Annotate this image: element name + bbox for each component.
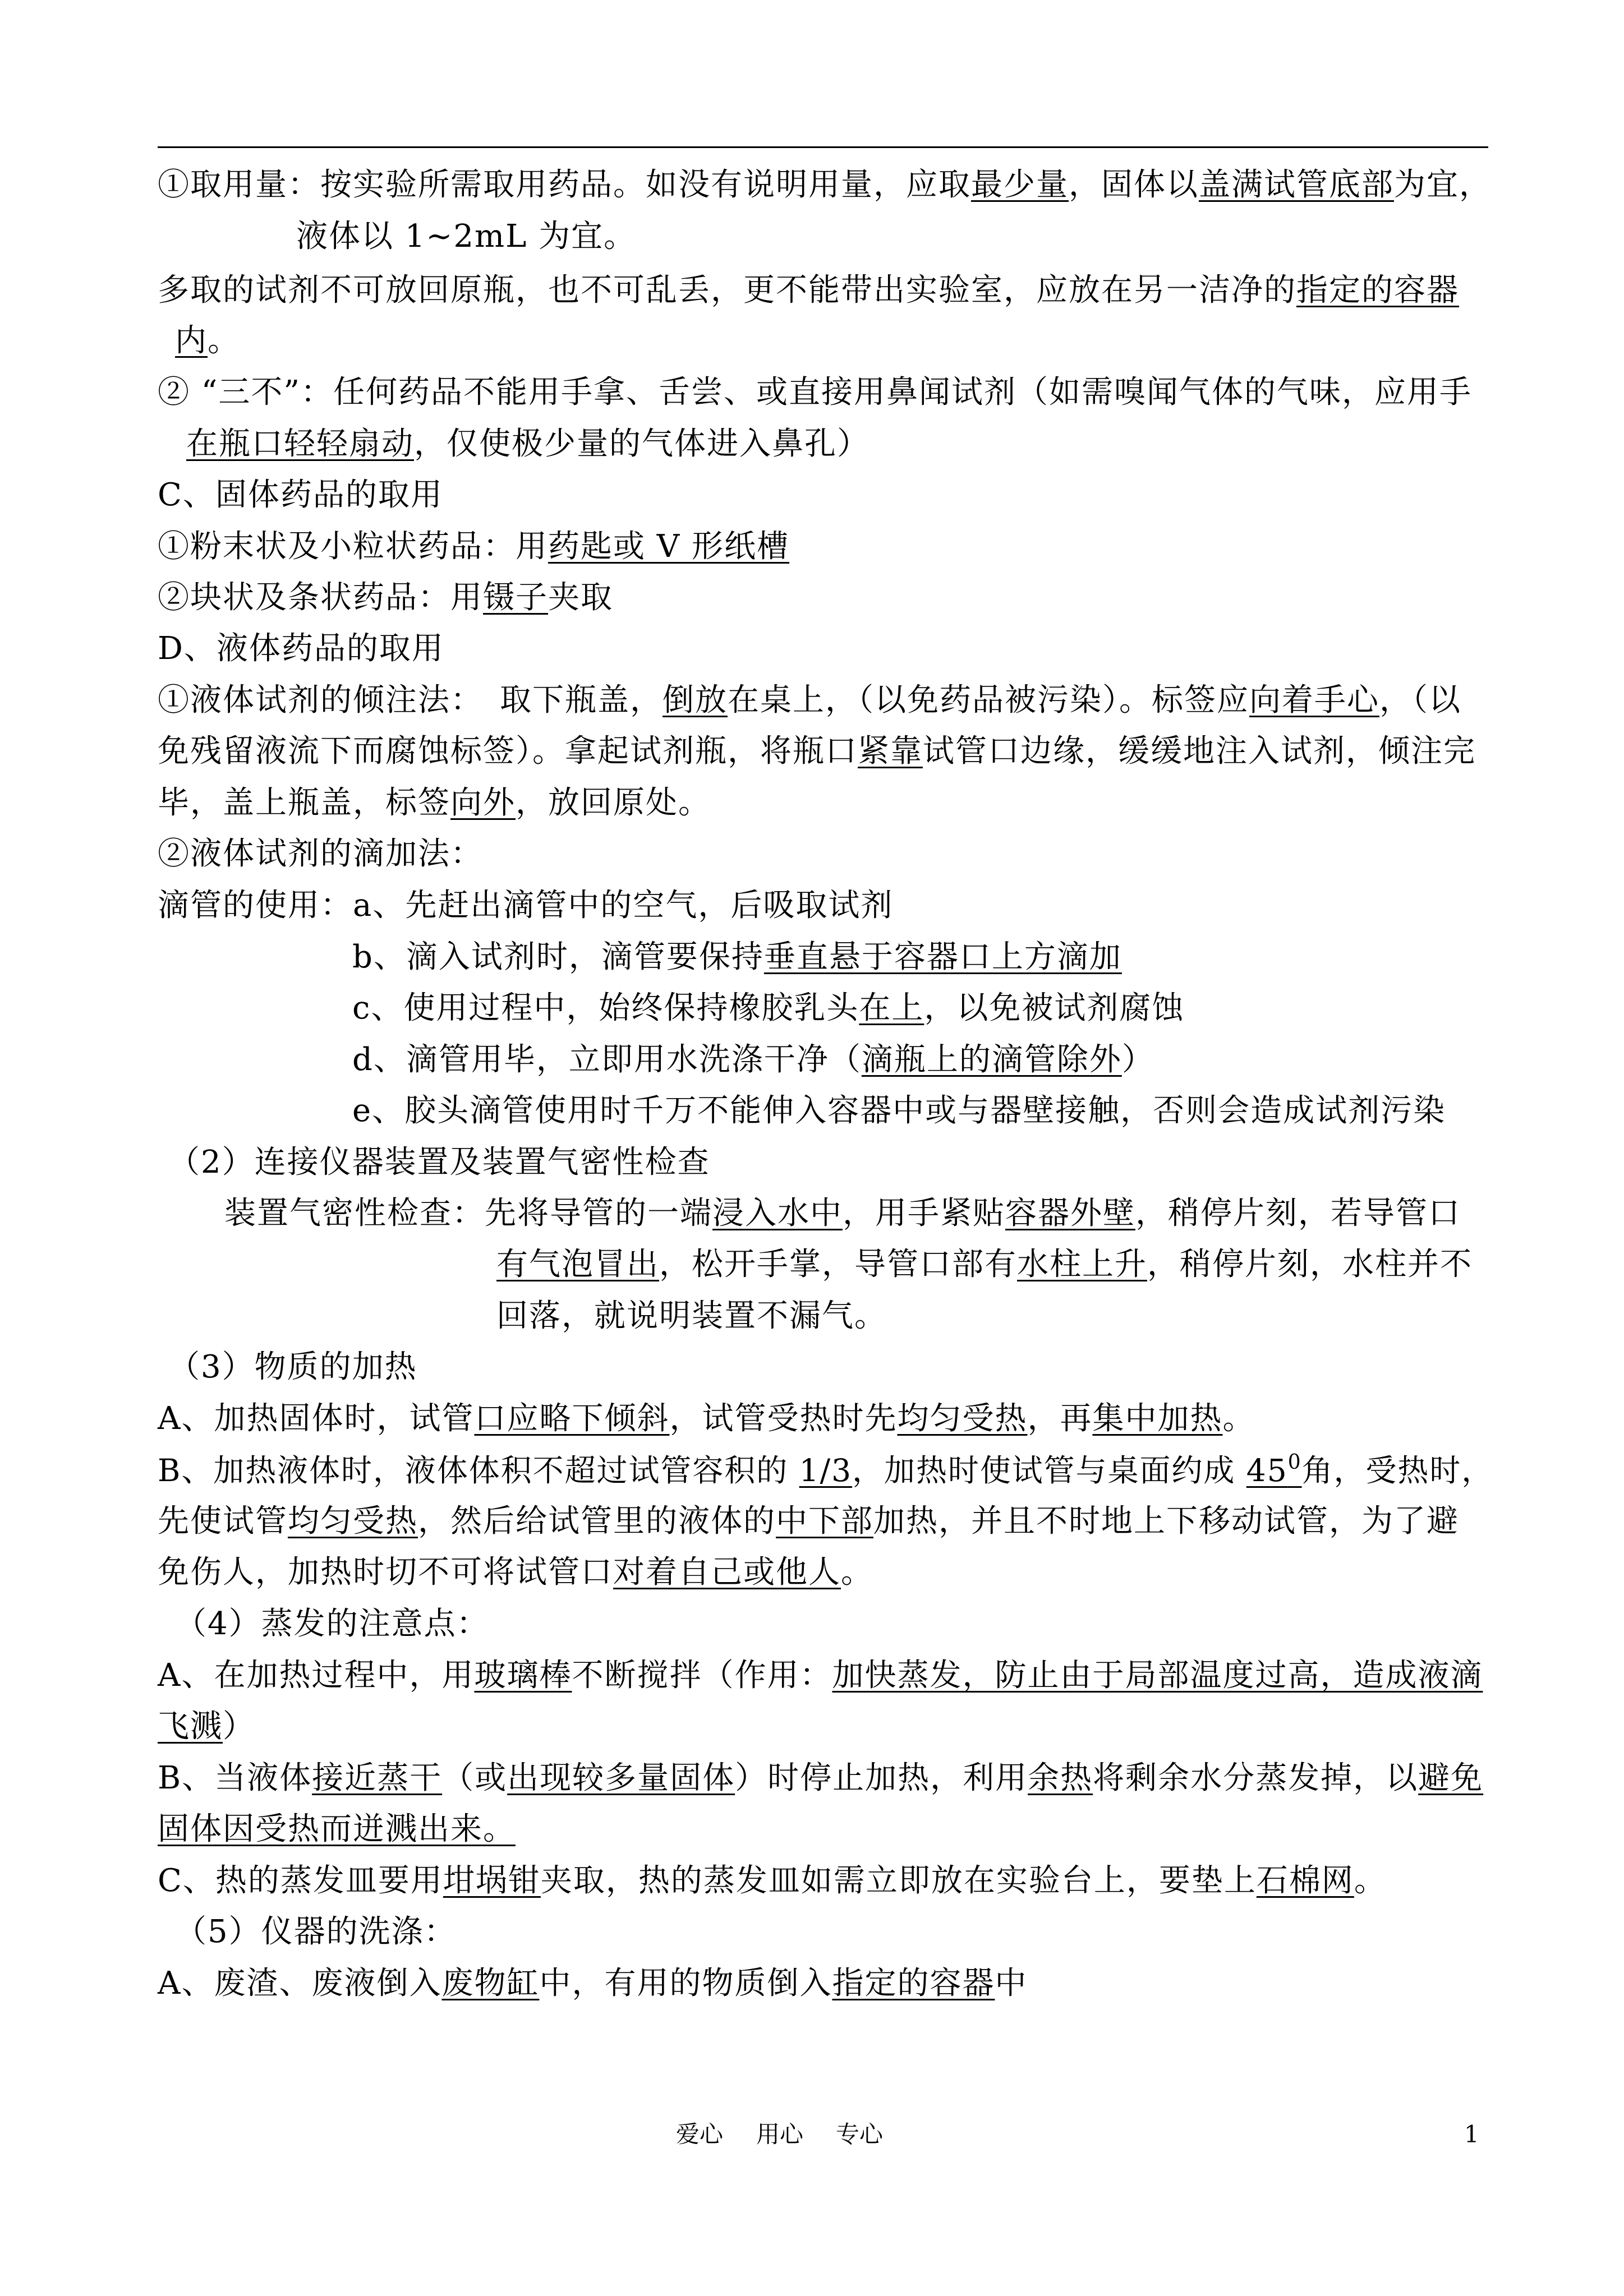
text-run: （或 — [442, 1760, 508, 1796]
text-line — [168, 1143, 710, 1182]
page-number: 1 — [1464, 2120, 1479, 2148]
underlined-answer: 坩埚钳 — [443, 1862, 541, 1899]
underlined-answer: 最少量 — [971, 167, 1069, 203]
text-run: 不断搅拌（作用： — [572, 1657, 832, 1694]
text-run: A、加热固体时，试管 — [158, 1400, 475, 1437]
text-run: ①粉末状及小粒状药品：用 — [158, 528, 548, 565]
text-line — [158, 1759, 1483, 1798]
text-run: B、加热液体时，液体体积不超过试管容积的 — [158, 1453, 799, 1488]
text-run: （3）物质的加热 — [168, 1349, 417, 1385]
text-run: A、在加热过程中，用 — [158, 1657, 475, 1694]
underlined-answer: $45^0$ — [1246, 1451, 1302, 1488]
text-run: 将剩余水分蒸发掉，以 — [1093, 1760, 1419, 1796]
underlined-answer: 出现较多量固体 — [507, 1760, 735, 1796]
underlined-answer: 指定的容器 — [1296, 272, 1459, 308]
text-run: d、滴管用毕，立即用水洗涤干净（ — [352, 1041, 862, 1078]
underlined-answer: 滴瓶上的滴管除外 — [861, 1041, 1122, 1078]
text-run: ） — [1121, 1041, 1154, 1078]
underlined-answer: 玻璃棒 — [474, 1657, 572, 1694]
header-rule — [158, 146, 1488, 148]
text-line — [158, 1502, 1459, 1541]
text-line — [158, 783, 711, 823]
text-line — [352, 1040, 1154, 1080]
text-line — [158, 835, 483, 874]
text-run: （5）仪器的洗涤： — [175, 1914, 457, 1950]
text-run: 回落，就说明装置不漏气。 — [496, 1298, 887, 1334]
text-run: e、胶头滴管使用时千万不能伸入容器中或与器壁接触，否则会造成试剂污染 — [352, 1092, 1446, 1129]
text-run: 。 — [841, 1554, 873, 1590]
text-line — [224, 1194, 1461, 1233]
text-run: （2）连接仪器装置及装置气密性检查 — [168, 1144, 710, 1181]
text-line — [158, 1707, 255, 1746]
underlined-answer: 在瓶口轻轻扇动 — [186, 426, 414, 462]
text-run: ，固体以 — [1069, 167, 1199, 203]
text-run: ② “三不”：任何药品不能用手拿、舌尝、或直接用鼻闻试剂（如需嗅闻气体的气味，应用手 — [158, 374, 1473, 411]
underlined-answer: 盖满试管底部 — [1199, 167, 1394, 203]
text-run: 。 — [1222, 1400, 1255, 1437]
footer-motto-focus: 专心 — [836, 2120, 884, 2148]
underlined-answer: 指定的容器 — [832, 1965, 995, 2002]
text-run: 夹取 — [548, 579, 613, 616]
underlined-answer: 镊子 — [483, 579, 548, 616]
text-line — [158, 527, 789, 566]
text-run: 多取的试剂不可放回原瓶，也不可乱丢，更不能带出实验室，应放在另一洁净的 — [158, 272, 1296, 308]
text-run: 先使试管 — [158, 1503, 288, 1539]
text-run: ①取用量：按实验所需取用药品。如没有说明用量，应取 — [158, 167, 971, 203]
text-run: ） — [223, 1708, 255, 1745]
underlined-answer: 固体因受热而迸溅出来。 — [158, 1811, 516, 1847]
text-line — [158, 1810, 516, 1849]
text-line — [352, 938, 1122, 977]
text-run: 免残留液流下而腐蚀标签）。拿起试剂瓶，将瓶口 — [158, 733, 858, 769]
underlined-answer: 废物缸 — [441, 1965, 540, 2002]
underlined-answer: 内 — [175, 322, 208, 359]
text-line — [158, 165, 1492, 205]
text-run: 。 — [1354, 1862, 1387, 1899]
text-run: C、固体药品的取用 — [158, 477, 443, 513]
text-run: ①液体试剂的倾注法： 取下瓶盖， — [158, 682, 663, 718]
underlined-answer: 倒放 — [663, 682, 728, 718]
text-line — [158, 629, 444, 668]
text-run: ，加热时使试管与桌面约成 — [852, 1453, 1246, 1488]
text-run: ，用手紧贴 — [843, 1195, 1005, 1232]
text-run: ，仅使极少量的气体进入鼻孔） — [414, 426, 869, 462]
text-run: D、液体药品的取用 — [158, 630, 444, 667]
text-line — [496, 1245, 1473, 1284]
underlined-answer: 向外 — [450, 785, 516, 821]
text-run: ②液体试剂的滴加法： — [158, 836, 483, 872]
text-run: ②块状及条状药品：用 — [158, 579, 483, 616]
text-line — [496, 1297, 887, 1336]
text-line — [175, 1605, 489, 1644]
text-run: 角，受热时， — [1301, 1453, 1494, 1488]
text-run: 中，有用的物质倒入 — [539, 1965, 832, 2002]
text-run: 加热，并且不时地上下移动试管，为了避 — [873, 1503, 1459, 1539]
text-run: 夹取，热的蒸发皿如需立即放在实验台上，要垫上 — [540, 1862, 1257, 1899]
text-line — [158, 1656, 1483, 1695]
text-line — [158, 732, 1476, 771]
underlined-answer: 容器外壁 — [1005, 1195, 1135, 1232]
text-run: 装置气密性检查：先将导管的一端 — [224, 1195, 712, 1232]
text-line — [175, 321, 240, 361]
text-line — [158, 1451, 1493, 1490]
text-run: ，试管受热时先 — [669, 1400, 898, 1437]
text-run: ，以免被试剂腐蚀 — [924, 990, 1185, 1026]
text-line — [352, 1091, 1446, 1131]
text-run: 中 — [995, 1965, 1028, 2002]
text-line — [352, 989, 1184, 1028]
text-run: （4）蒸发的注意点： — [175, 1606, 489, 1642]
text-run: 试管口边缘，缓缓地注入试剂，倾注完 — [923, 733, 1476, 769]
text-line — [158, 1399, 1255, 1439]
underlined-answer: 接近蒸干 — [312, 1760, 443, 1796]
text-run: 免伤人，加热时切不可将试管口 — [158, 1554, 613, 1590]
text-run: 滴管的使用：a、先赶出滴管中的空气，后吸取试剂 — [158, 887, 894, 924]
text-line — [158, 1964, 1027, 2003]
underlined-answer: 水柱上升 — [1017, 1246, 1147, 1283]
underlined-answer: 在上 — [859, 990, 924, 1026]
text-run: ，再 — [1027, 1400, 1093, 1437]
text-run: ）时停止加热，利用 — [735, 1760, 1028, 1796]
underlined-answer: 向着手心 — [1249, 682, 1379, 718]
footer-motto-love: 爱心 — [676, 2120, 724, 2148]
underlined-answer: 中下部 — [776, 1503, 873, 1539]
text-run: A、废渣、废液倒入 — [158, 1965, 442, 2002]
text-line — [296, 217, 636, 256]
underlined-answer: 均匀受热 — [897, 1400, 1028, 1437]
text-run: ，放回原处。 — [516, 785, 711, 821]
text-line — [175, 1912, 457, 1952]
underlined-answer: 加快蒸发，防止由于局部温度过高，造成液滴 — [832, 1657, 1483, 1694]
text-run: ，（以 — [1379, 682, 1461, 718]
underlined-answer: 浸入水中 — [712, 1195, 843, 1232]
text-line — [158, 373, 1472, 412]
text-run: ，稍停片刻，若导管口 — [1135, 1195, 1461, 1232]
underlined-answer: 垂直悬于容器口上方滴加 — [763, 939, 1122, 975]
text-run: c、使用过程中，始终保持橡胶乳头 — [352, 990, 859, 1026]
text-run: C、热的蒸发皿要用 — [158, 1862, 443, 1899]
text-line — [158, 476, 443, 515]
underlined-answer: 避免 — [1418, 1760, 1484, 1796]
text-line — [158, 1861, 1387, 1901]
underlined-answer: 石棉网 — [1256, 1862, 1354, 1899]
underlined-answer: 1/3 — [799, 1453, 853, 1488]
text-line — [158, 271, 1459, 310]
underlined-answer: 集中加热 — [1092, 1400, 1223, 1437]
underlined-answer: 紧靠 — [858, 733, 923, 769]
text-line — [158, 886, 893, 925]
text-line — [158, 681, 1461, 720]
text-line — [186, 425, 869, 464]
text-run: 液体以 1~2mL 为宜。 — [296, 218, 637, 255]
text-run: b、滴入试剂时，滴管要保持 — [352, 939, 764, 975]
underlined-answer: 均匀受热 — [288, 1503, 418, 1539]
underlined-answer: 药匙或 V 形纸槽 — [548, 528, 790, 565]
text-line — [158, 1553, 873, 1592]
text-run: 为宜， — [1394, 167, 1492, 203]
text-run: ，稍停片刻，水柱并不 — [1147, 1246, 1473, 1283]
underlined-answer: 口应略下倾斜 — [474, 1400, 670, 1437]
underlined-answer: 对着自己或他人 — [613, 1554, 841, 1590]
text-line — [168, 1348, 417, 1387]
footer-motto-care: 用心 — [756, 2120, 804, 2148]
text-run: B、当液体 — [158, 1760, 312, 1796]
text-run: ，松开手掌，导管口部有 — [659, 1246, 1017, 1283]
text-run: 在桌上，（以免药品被污染）。标签应 — [728, 682, 1249, 718]
underlined-answer: 有气泡冒出 — [496, 1246, 659, 1283]
text-run: 毕，盖上瓶盖，标签 — [158, 785, 450, 821]
underlined-answer: 飞溅 — [158, 1708, 223, 1745]
text-line — [158, 578, 613, 617]
text-run: ，然后给试管里的液体的 — [418, 1503, 776, 1539]
underlined-answer: 余热 — [1028, 1760, 1093, 1796]
text-run: 。 — [208, 322, 240, 359]
superscript: 0 — [1287, 1451, 1302, 1474]
